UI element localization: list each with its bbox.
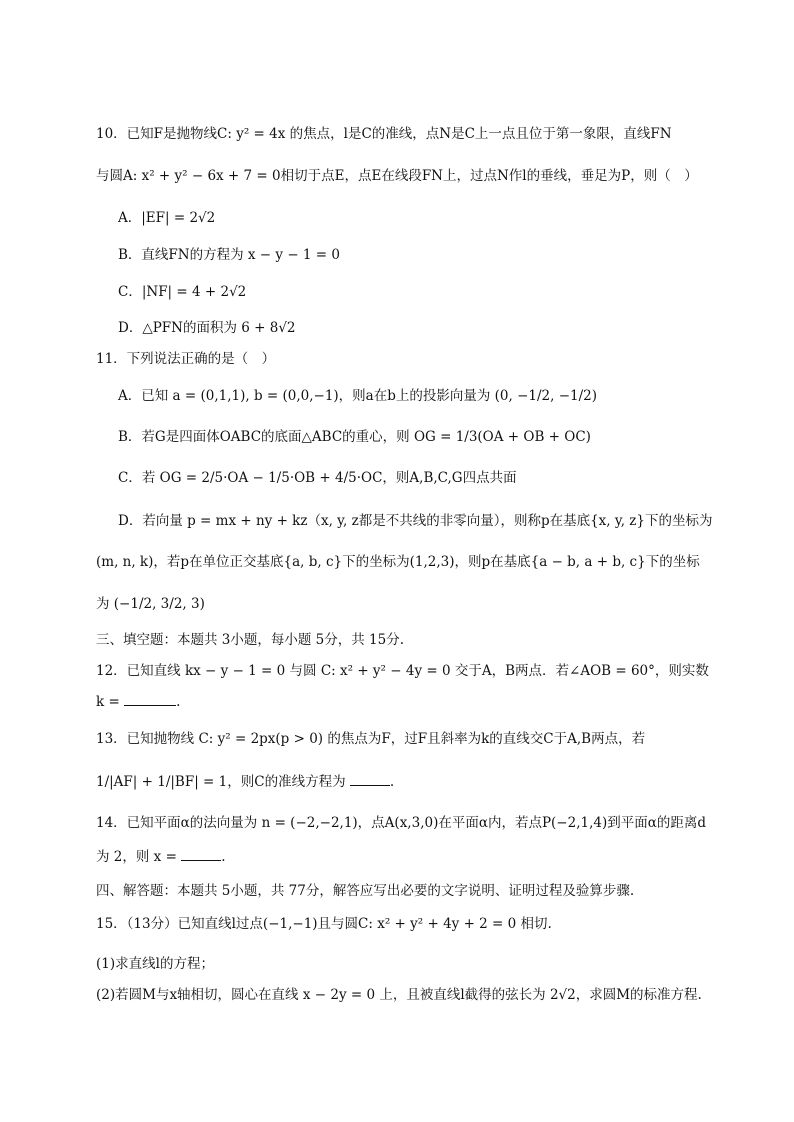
q11-option-d-line2: (m, n, k)，若p在单位正交基底{a, b, c}下的坐标为(1,2,3)，则p在基底{a − b, a + b, c}下的坐标 [96, 554, 700, 570]
section-fill-in-blank-header: 三、填空题：本题共 3小题，每小题 5分，共 15分. [96, 632, 405, 648]
q12-answer-blank [124, 693, 176, 706]
q13-stem-line1: 13．已知抛物线 C: y² = 2px(p > 0) 的焦点为F，过F且斜率为k的直线交C于A,B两点，若 [96, 731, 646, 747]
q11-option-d-line1: D．若向量 p = mx + ny + kz（x, y, z都是不共线的非零向量），则称p在基底{x, y, z}下的坐标为 [118, 513, 713, 529]
q13-stem-line2 [96, 772, 394, 792]
q11-option-b: B．若G是四面体OABC的底面△ABC的重心，则 OG = 1/3(OA + OB + OC) [118, 429, 591, 445]
q11-option-c: C．若 OG = 2/5·OA − 1/5·OB + 4/5·OC，则A,B,C,G四点共面 [118, 470, 517, 486]
q11-option-a: A．已知 a = (0,1,1), b = (0,0,−1)，则a在b上的投影向量为 (0, −1/2, −1/2) [118, 388, 598, 404]
q14-stem-line1: 14．已知平面α的法向量为 n = (−2,−2,1)，点A(x,3,0)在平面α内，若点P(−2,1,4)到平面α的距离d [96, 815, 706, 831]
q13-answer-blank [350, 773, 390, 786]
q10-option-d: D．△PFN的面积为 6 + 8√2 [118, 320, 296, 336]
q10-option-b: B．直线FN的方程为 x − y − 1 = 0 [118, 247, 340, 263]
q13-answer-prefix: 1/|AF| + 1/|BF| = 1，则C的准线方程为 [96, 774, 346, 790]
q12-stem-line2 [96, 692, 180, 712]
q15-part-1: (1)求直线l的方程； [96, 956, 214, 972]
q14-stem-line2 [96, 847, 225, 867]
q13-answer-suffix: . [389, 774, 395, 790]
q15-part-2: (2)若圆M与x轴相切，圆心在直线 x − 2y = 0 上，且被直线l截得的弦长为 2√2，求圆M的标准方程. [96, 987, 702, 1003]
q12-stem-line1: 12．已知直线 kx − y − 1 = 0 与圆 C: x² + y² − 4y = 0 交于A，B两点．若∠AOB = 60°，则实数 [96, 663, 709, 679]
section-solutions-header: 四、解答题：本题共 5小题，共 77分，解答应写出必要的文字说明、证明过程及验算步骤. [96, 883, 635, 899]
q11-option-d-line3: 为 (−1/2, 3/2, 3) [96, 596, 205, 612]
q10-stem-line2: 与圆A: x² + y² − 6x + 7 = 0相切于点E，点E在线段FN上，过点N作l的垂线，垂足为P，则（ ） [96, 168, 698, 184]
q15-stem: 15．（13分）已知直线l过点(−1,−1)且与圆C: x² + y² + 4y + 2 = 0 相切. [96, 916, 552, 932]
q14-answer-suffix: . [221, 849, 226, 865]
q14-answer-prefix: 为 2，则 x = [96, 849, 177, 865]
q14-answer-blank [181, 848, 221, 861]
q10-option-c: C．|NF| = 4 + 2√2 [118, 284, 247, 300]
q12-answer-prefix: k = [96, 694, 120, 710]
q10-stem-line1: 10．已知F是抛物线C: y² = 4x 的焦点，l是C的准线，点N是C上一点且位于第一象限，直线FN [96, 126, 672, 142]
q11-stem: 11．下列说法正确的是（ ） [96, 351, 276, 367]
q12-answer-suffix: . [176, 694, 181, 710]
q10-option-a: A．|EF| = 2√2 [118, 210, 216, 226]
